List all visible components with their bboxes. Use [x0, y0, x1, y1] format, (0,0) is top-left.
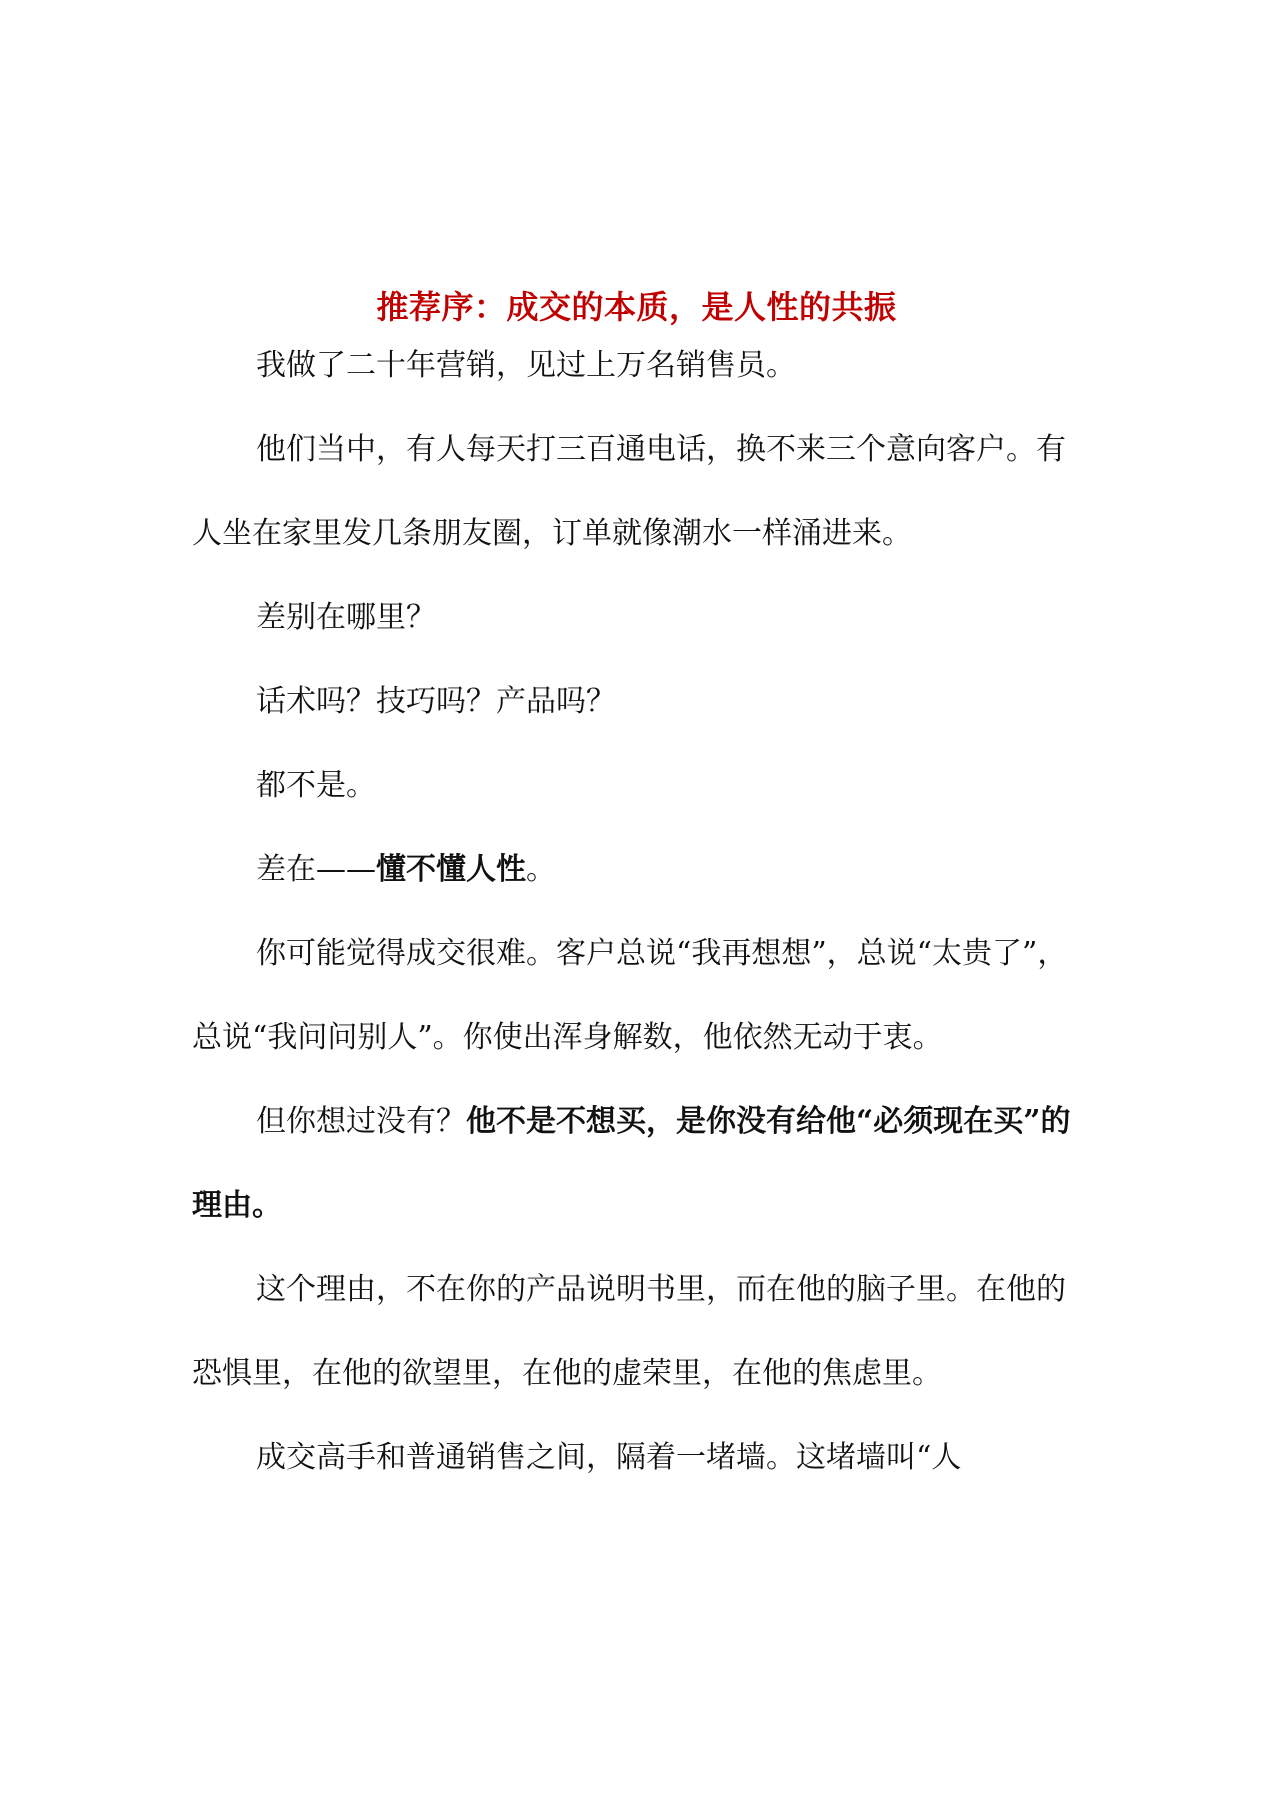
paragraph-6-suffix: 。: [526, 852, 556, 887]
paragraph-7: 你可能觉得成交很难。客户总说“我再想想”，总说“太贵了”，总说“我问问别人”。你使出浑身解数，他依然无动于衷。: [192, 936, 1068, 1055]
document-title: 推荐序：成交的本质，是人性的共振: [376, 288, 897, 327]
paragraph-6: [192, 828, 1092, 912]
paragraph-6-emphasis: 懂不懂人性: [376, 852, 526, 887]
paragraph-3: 差别在哪里？: [256, 600, 436, 635]
paragraph-4: 话术吗？技巧吗？产品吗？: [256, 684, 616, 719]
paragraph-8-prefix: 但你想过没有？: [256, 1104, 466, 1139]
paragraph-1: 我做了二十年营销，见过上万名销售员。: [256, 348, 796, 383]
paragraph-8-emphasis: 他不是不想买，是你没有给他“必须现在买”的理由。: [192, 1104, 1071, 1223]
paragraph-6-prefix: 差在——: [256, 852, 376, 887]
paragraph-8: [192, 1080, 1092, 1248]
paragraph-5: 都不是。: [256, 768, 376, 803]
paragraph-10: 成交高手和普通销售之间，隔着一堵墙。这堵墙叫“人: [256, 1440, 962, 1475]
body-text: [192, 324, 1092, 1500]
paragraph-9: 这个理由，不在你的产品说明书里，而在他的脑子里。在他的恐惧里，在他的欲望里，在他的虚荣里，在他的焦虑里。: [192, 1272, 1066, 1391]
paragraph-2: 他们当中，有人每天打三百通电话，换不来三个意向客户。有人坐在家里发几条朋友圈，订单就像潮水一样涌进来。: [192, 432, 1066, 551]
